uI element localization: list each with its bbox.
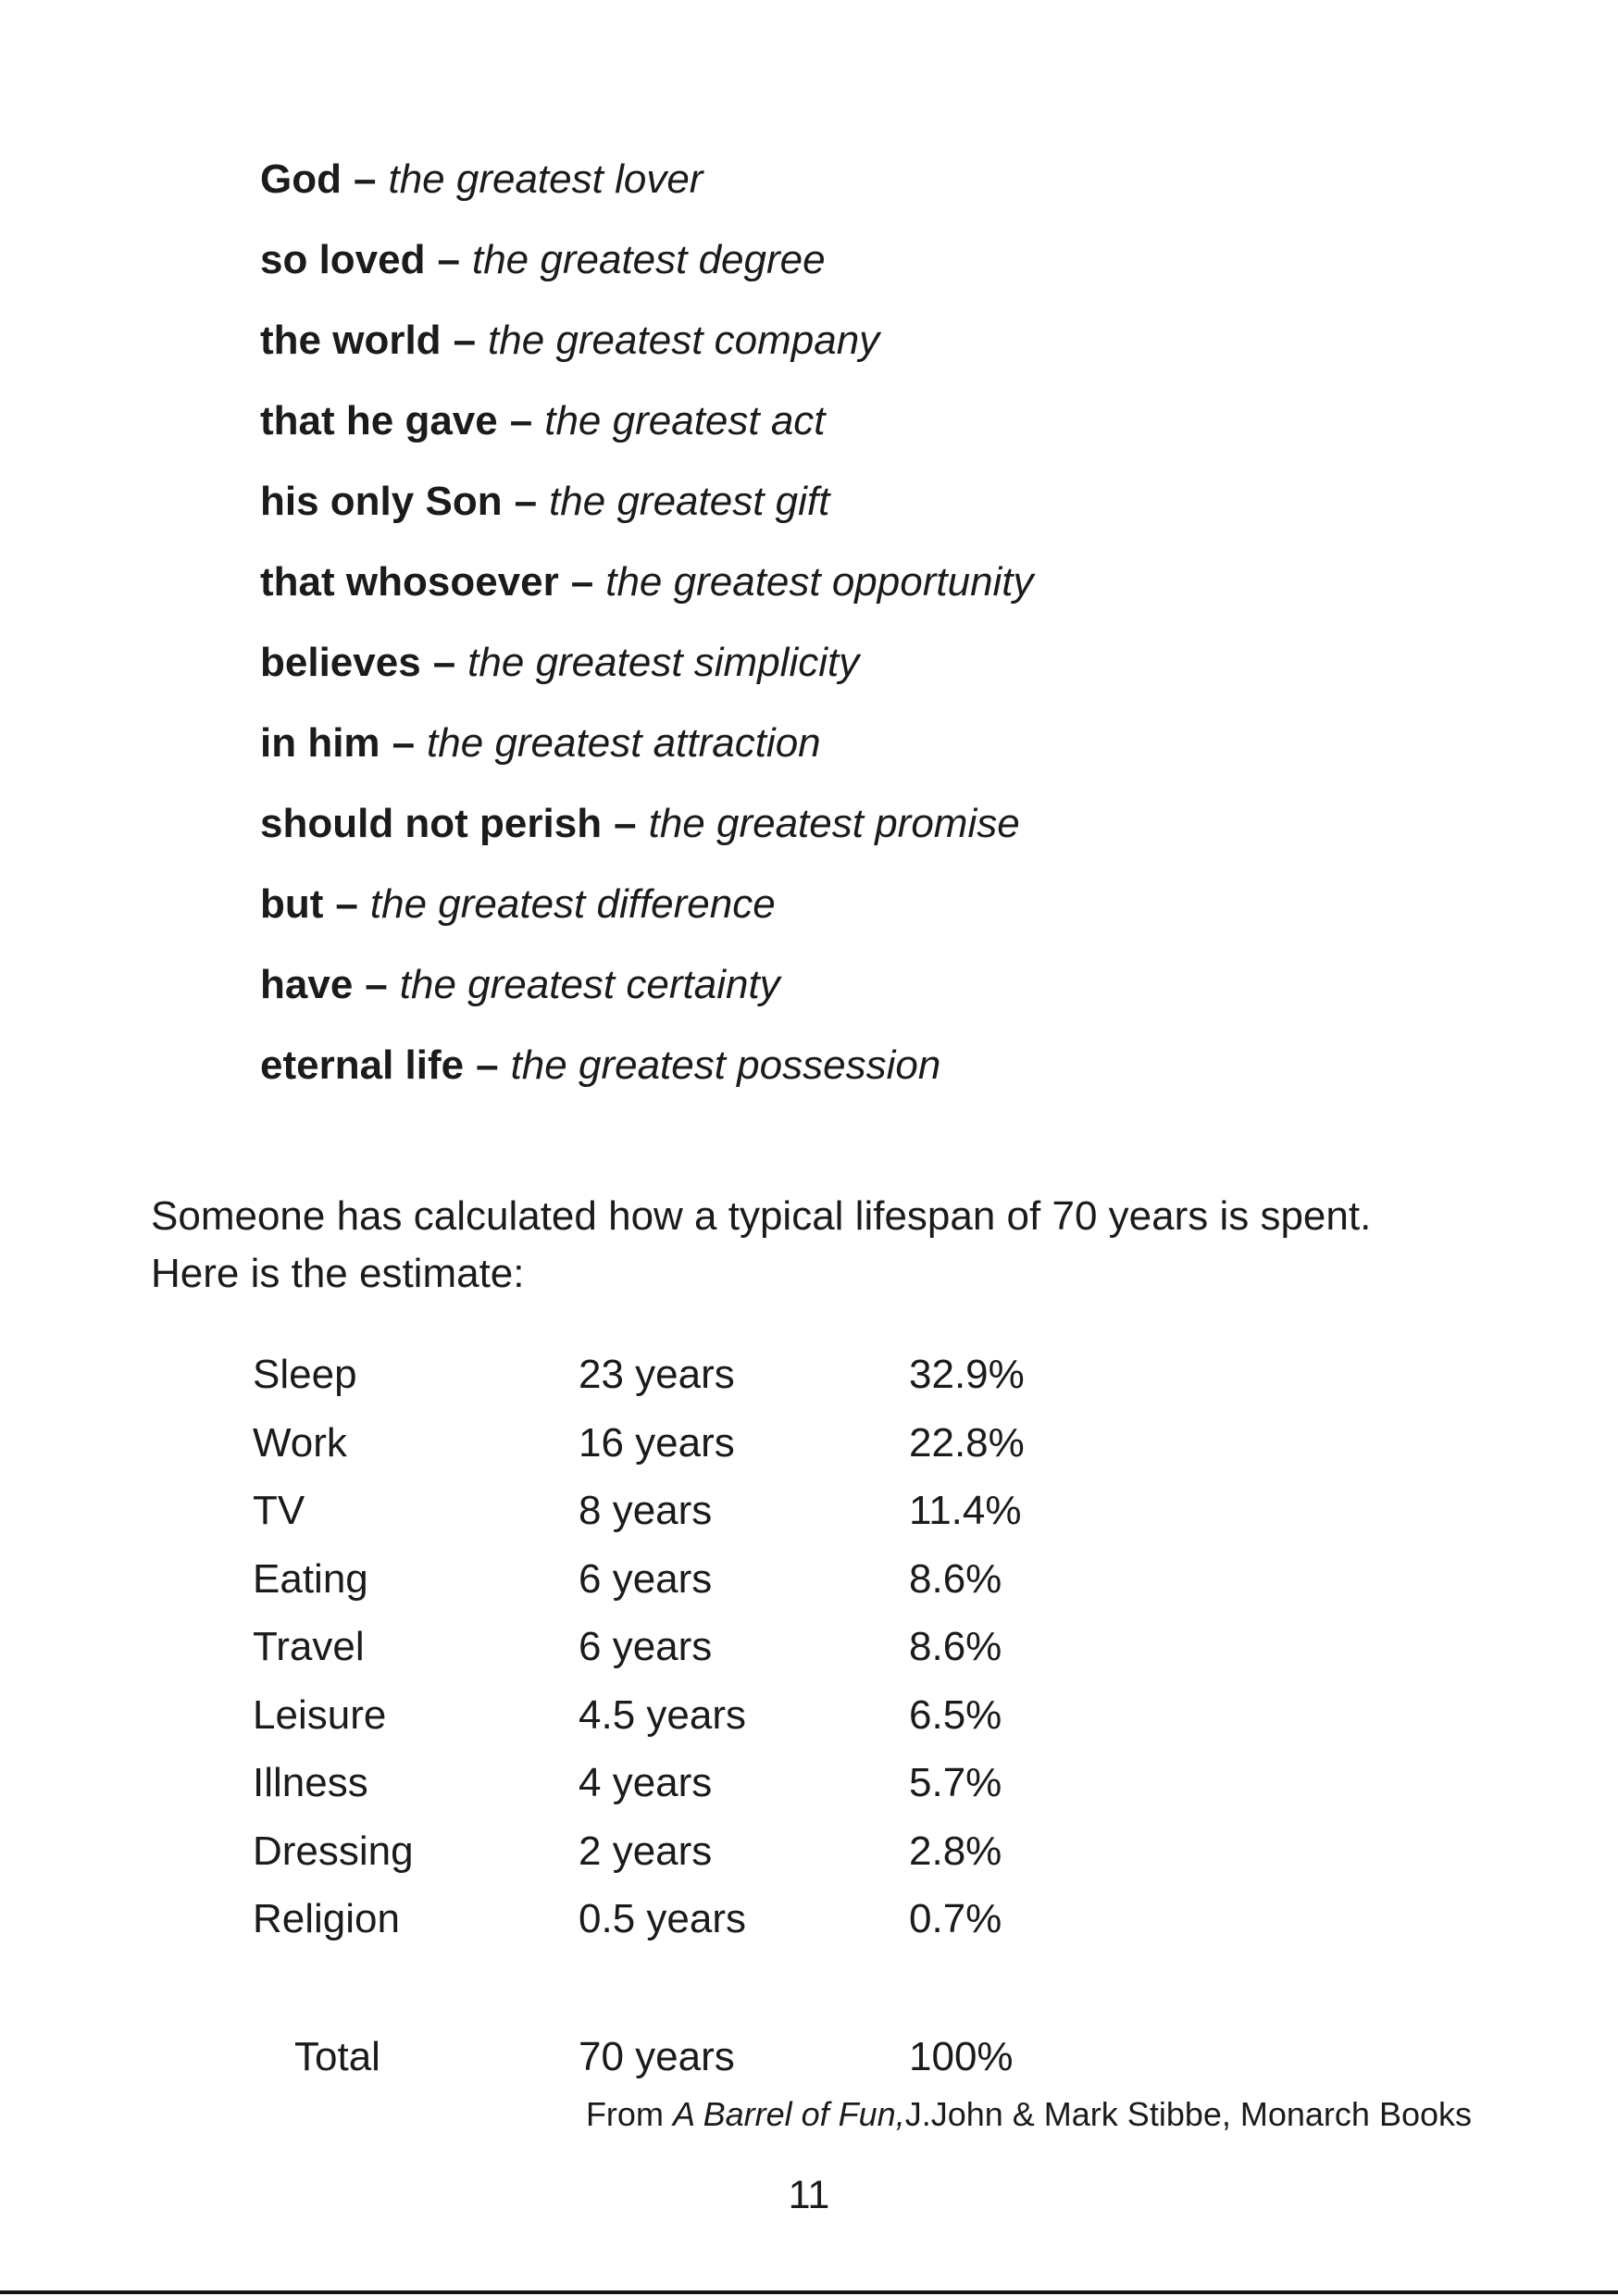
list-item-bold-phrase: in him: [260, 720, 380, 766]
list-item-bold-phrase: so loved: [260, 237, 426, 282]
greatest-list: [260, 139, 1034, 1105]
list-item-italic-phrase: the greatest possession: [510, 1042, 941, 1088]
dash-separator: –: [353, 156, 377, 202]
list-item-bold-phrase: have: [260, 962, 354, 1007]
dash-separator: –: [392, 720, 416, 766]
years-value: 0.5 years: [579, 1896, 746, 1941]
years-value: 8 years: [579, 1488, 713, 1533]
percent-value: 0.7%: [909, 1896, 1002, 1941]
table-row: [253, 1817, 1150, 1886]
list-item-italic-phrase: the greatest promise: [648, 801, 1020, 846]
activity-label: Dressing: [253, 1828, 414, 1874]
dash-separator: –: [570, 559, 594, 605]
activity-label: Eating: [253, 1555, 368, 1602]
table-row: [253, 1409, 1150, 1478]
percent-value: 22.8%: [909, 1419, 1025, 1466]
percent-value: 2.8%: [909, 1828, 1002, 1874]
years-value: 16 years: [579, 1419, 735, 1466]
table-row: [253, 1613, 1150, 1681]
bottom-rule: [0, 2290, 1618, 2294]
percent-value: 5.7%: [909, 1760, 1002, 1805]
list-item-bold-phrase: that whosoever: [260, 559, 559, 605]
lifespan-table: [253, 1341, 1150, 1953]
list-item: [260, 381, 1034, 461]
list-item-bold-phrase: eternal life: [260, 1042, 465, 1088]
list-item: [260, 622, 1034, 703]
activity-label: Sleep: [253, 1352, 357, 1397]
intro-line-1: Someone has calculated how a typical lifespan of 70 years is spent.: [151, 1193, 1372, 1239]
dash-separator: –: [335, 881, 358, 927]
source-attribution: [586, 2094, 1472, 2135]
years-value: 2 years: [579, 1828, 713, 1874]
dash-separator: –: [453, 318, 477, 363]
list-item: [260, 1025, 1034, 1105]
activity-label: Travel: [253, 1624, 365, 1669]
activity-label: Religion: [253, 1896, 400, 1941]
dash-separator: –: [476, 1042, 499, 1088]
dash-separator: –: [614, 801, 637, 846]
list-item-bold-phrase: but: [260, 881, 324, 927]
years-value: 6 years: [579, 1555, 713, 1602]
attribution-prefix: From: [585, 2095, 673, 2133]
list-item-italic-phrase: the greatest certainty: [399, 962, 780, 1007]
table-row: [253, 1545, 1150, 1614]
table-row: [253, 1341, 1150, 1409]
list-item-italic-phrase: the greatest act: [544, 398, 826, 443]
table-row: [253, 1749, 1150, 1817]
table-row: [253, 1477, 1150, 1545]
list-item-italic-phrase: the greatest gift: [549, 479, 830, 524]
list-item: [260, 864, 1034, 944]
percent-value: 32.9%: [909, 1352, 1025, 1397]
percent-value: 6.5%: [909, 1691, 1002, 1738]
percent-value: 11.4%: [909, 1488, 1022, 1533]
activity-label: Illness: [253, 1760, 368, 1805]
list-item: [260, 542, 1034, 622]
years-value: 4.5 years: [579, 1691, 746, 1738]
list-item: [260, 300, 1034, 381]
list-item: [260, 783, 1034, 864]
activity-label: Leisure: [253, 1691, 387, 1738]
activity-label: Work: [253, 1419, 347, 1466]
percent-value: 8.6%: [909, 1624, 1002, 1669]
table-total-row: [294, 2023, 1150, 2090]
dash-separator: –: [509, 398, 533, 443]
list-item: [260, 139, 1034, 219]
list-item: [260, 219, 1034, 300]
list-item: [260, 703, 1034, 783]
list-item: [260, 461, 1034, 542]
attribution-book-title: A Barrel of Fun,: [672, 2095, 905, 2133]
total-years-value: 70 years: [579, 2034, 735, 2079]
list-item: [260, 944, 1034, 1025]
years-value: 23 years: [579, 1352, 735, 1397]
list-item-italic-phrase: the greatest company: [488, 318, 880, 363]
list-item-italic-phrase: the greatest opportunity: [605, 559, 1034, 605]
dash-separator: –: [514, 479, 538, 524]
total-percent-value: 100%: [909, 2034, 1014, 2079]
table-row: [253, 1681, 1150, 1750]
list-item-bold-phrase: his only Son: [260, 479, 503, 524]
attribution-authors: J.John & Mark Stibbe, Monarch Books: [904, 2095, 1472, 2133]
percent-value: 8.6%: [909, 1555, 1002, 1602]
years-value: 4 years: [579, 1760, 713, 1805]
total-label: Total: [294, 2034, 380, 2079]
list-item-bold-phrase: that he gave: [260, 398, 498, 443]
page-number: 11: [788, 2173, 830, 2217]
list-item-italic-phrase: the greatest degree: [471, 237, 826, 282]
list-item-bold-phrase: the world: [260, 318, 442, 363]
list-item-bold-phrase: should not perish: [260, 801, 603, 846]
years-value: 6 years: [579, 1624, 713, 1669]
list-item-bold-phrase: God: [260, 156, 342, 202]
intro-paragraph: [151, 1188, 1502, 1303]
list-item-bold-phrase: believes: [260, 640, 421, 685]
activity-label: TV: [253, 1488, 305, 1533]
dash-separator: –: [365, 962, 388, 1007]
table-row: [253, 1885, 1150, 1953]
list-item-italic-phrase: the greatest attraction: [427, 720, 821, 766]
list-item-italic-phrase: the greatest difference: [369, 881, 776, 927]
dash-separator: –: [437, 237, 460, 282]
intro-line-2: Here is the estimate:: [151, 1251, 525, 1296]
list-item-italic-phrase: the greatest simplicity: [467, 640, 860, 685]
list-item-italic-phrase: the greatest lover: [388, 156, 703, 202]
dash-separator: –: [432, 640, 456, 685]
